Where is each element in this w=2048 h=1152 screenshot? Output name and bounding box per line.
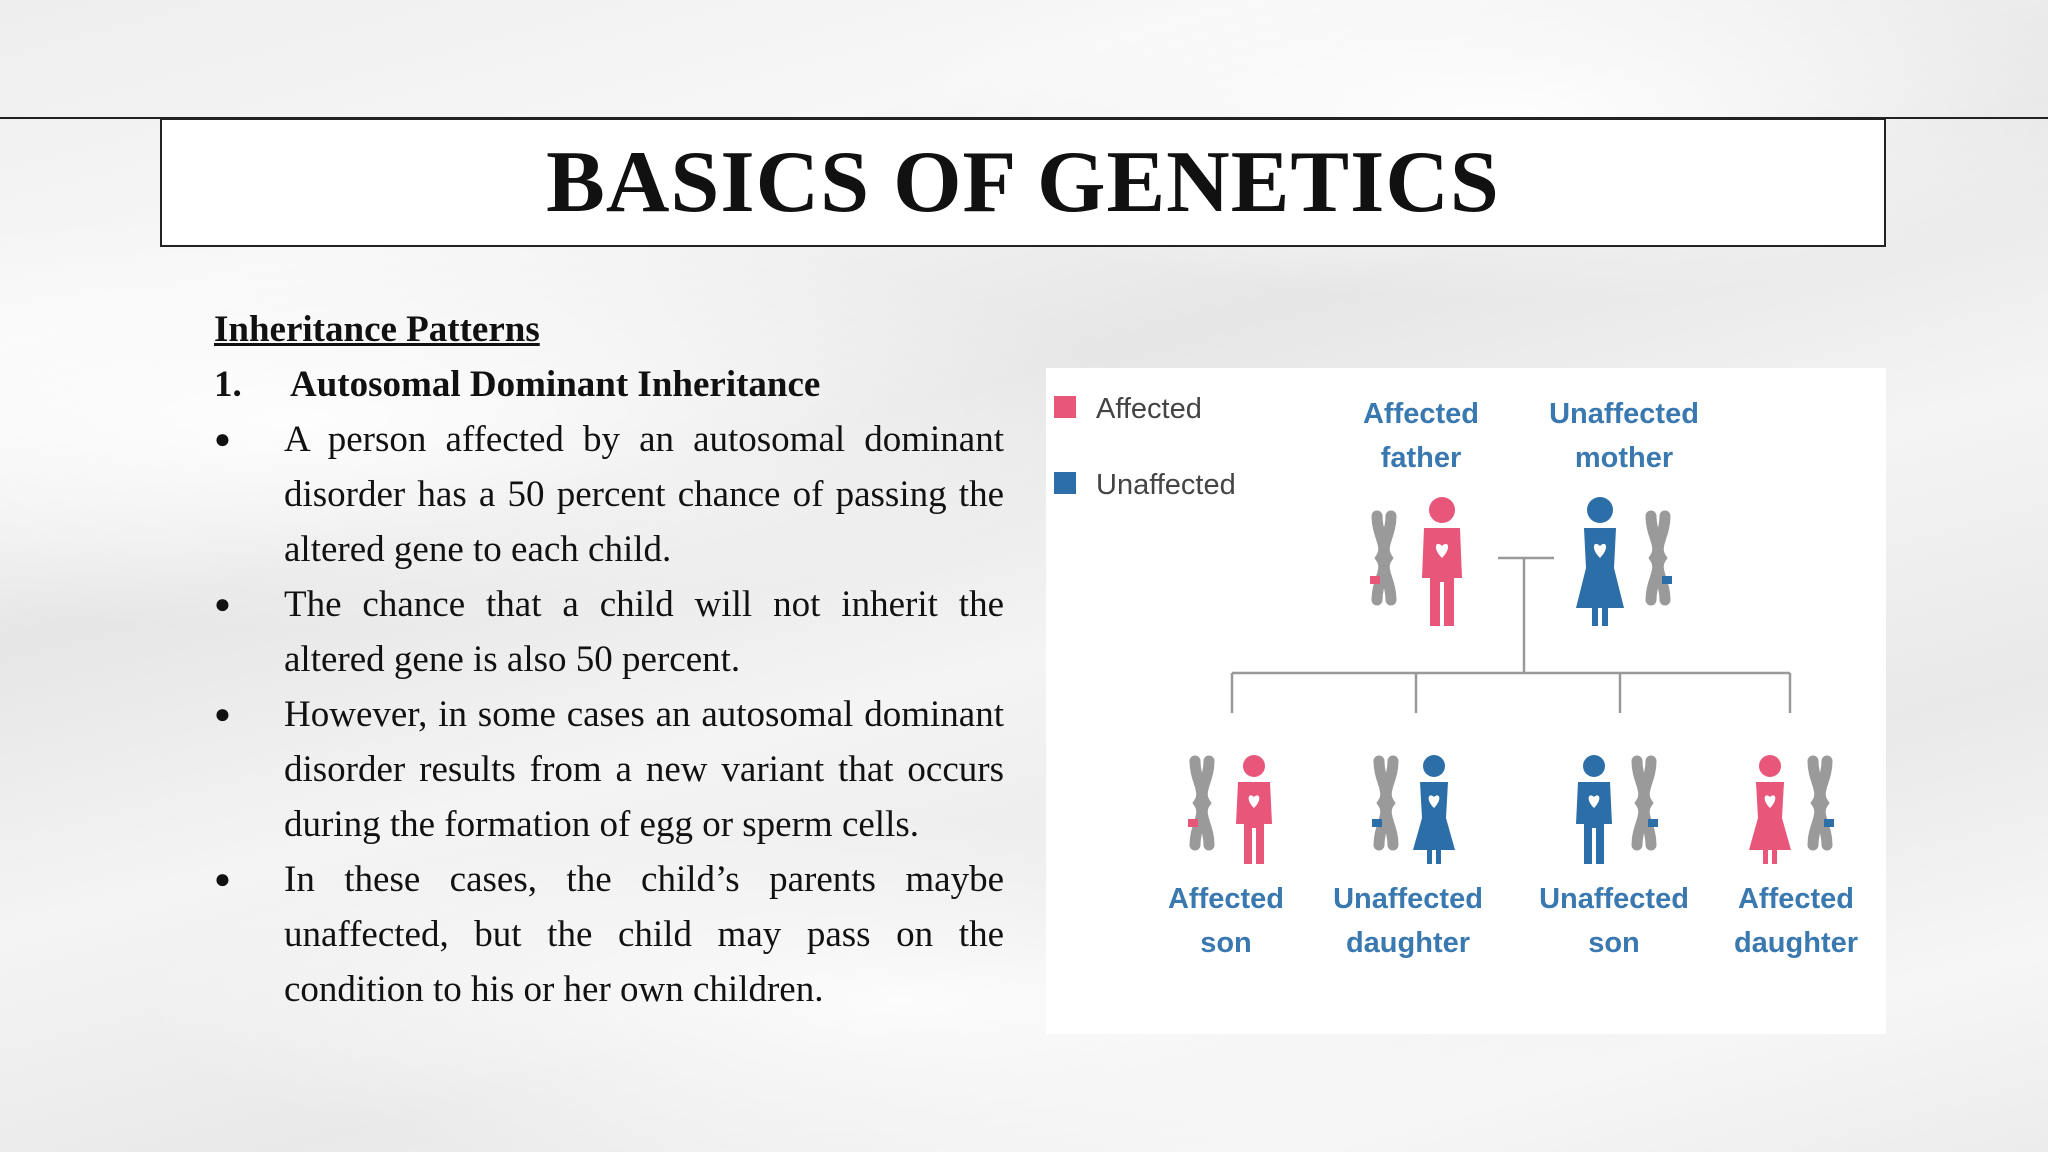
child2-label-line1: Unaffected (1333, 883, 1483, 915)
bullet-dot: ● (214, 699, 231, 730)
legend-label-unaffected: Unaffected (1096, 469, 1236, 501)
item-number: 1. (214, 364, 242, 405)
bullet-item (214, 412, 1004, 577)
bullet-item (214, 852, 1004, 1017)
bullet-dot: ● (214, 589, 231, 620)
child1-figure-icon (1236, 755, 1272, 864)
child1-label-line2: son (1200, 927, 1252, 959)
bullet-text: However, in some cases an autosomal dominant disorder results from a new variant that occurs during the formation of egg or sperm cells. (284, 694, 1004, 845)
child3-label-line2: son (1588, 927, 1640, 959)
slide-title: BASICS OF GENETICS (546, 133, 1500, 231)
bullet-text: The chance that a child will not inherit the altered gene is also 50 percent. (284, 584, 1004, 680)
bullet-list (214, 412, 1004, 1017)
child3-label-line1: Unaffected (1539, 883, 1689, 915)
parent-label-mother-line2: mother (1574, 442, 1674, 474)
parent-label-father-line2: father (1380, 442, 1462, 474)
child4-chromosome-icon (1813, 761, 1834, 845)
child2-figure-icon (1413, 755, 1455, 864)
parent-label-father-line1: Affected (1362, 398, 1480, 430)
text-content (214, 302, 1004, 1017)
child4-label-line1: Affected (1737, 883, 1855, 915)
mother-figure-icon (1576, 497, 1624, 626)
title-box (160, 119, 1886, 247)
bullet-dot: ● (214, 424, 231, 455)
legend-label-affected: Affected (1096, 393, 1202, 425)
numbered-item (214, 357, 1004, 412)
child2-chromosome-icon (1372, 761, 1393, 845)
parent-label-mother-line1: Unaffected (1549, 398, 1699, 430)
bullet-dot: ● (214, 864, 231, 895)
bullet-item (214, 687, 1004, 852)
legend-swatch-affected (1054, 396, 1076, 418)
child1-label-line1: Affected (1167, 883, 1285, 915)
bullet-item (214, 577, 1004, 687)
section-heading: Inheritance Patterns (214, 309, 540, 350)
child3-figure-icon (1576, 755, 1612, 864)
bullet-text: In these cases, the child’s parents maybe unaffected, but the child may pass on the condition to his or her own children. (284, 859, 1004, 1010)
child3-chromosome-icon (1637, 761, 1658, 845)
diagram-svg (1046, 368, 1886, 1034)
bullet-text: A person affected by an autosomal dominant disorder has a 50 percent chance of passing the altered gene to each child. (284, 419, 1004, 570)
father-chromosome-icon (1370, 516, 1391, 600)
legend-swatch-unaffected (1054, 472, 1076, 494)
child4-label-line2: daughter (1733, 927, 1859, 959)
inheritance-diagram (1046, 368, 1886, 1034)
father-figure-icon (1422, 497, 1462, 626)
mother-chromosome-icon (1651, 516, 1672, 600)
child4-figure-icon (1749, 755, 1791, 864)
child2-label-line2: daughter (1345, 927, 1471, 959)
child1-chromosome-icon (1188, 761, 1209, 845)
item-label: Autosomal Dominant Inheritance (290, 364, 821, 405)
